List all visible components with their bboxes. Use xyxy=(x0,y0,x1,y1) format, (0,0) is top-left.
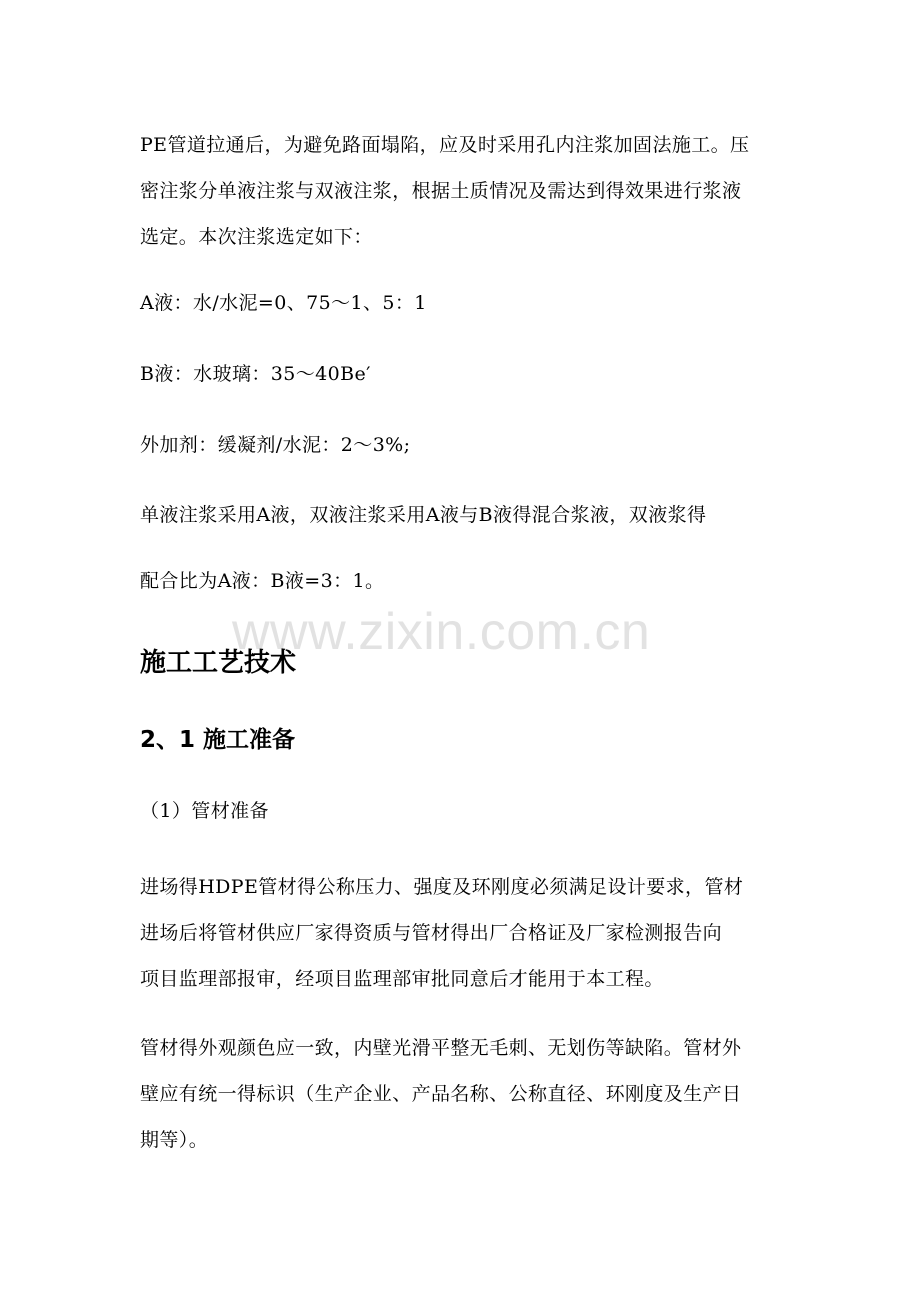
liquid-b-line: B液：水玻璃：35～40Be′ xyxy=(140,363,371,385)
pipe-paragraph-1 xyxy=(140,864,790,1002)
pipe-p2-line-1: 管材得外观颜色应一致，内壁光滑平整无毛刺、无划伤等缺陷。管材外 xyxy=(140,1037,742,1059)
pipe-p1-line-2: 进场后将管材供应厂家得资质与管材得出厂合格证及厂家检测报告向 xyxy=(140,922,723,944)
intro-line-3: 选定。本次注浆选定如下： xyxy=(140,226,373,248)
mix-line-2: 配合比为A液：B液=3：1。 xyxy=(140,570,385,592)
liquid-a-line: A液：水/水泥=0、75～1、5：1 xyxy=(140,292,427,314)
pipe-p1-line-1: 进场得HDPE管材得公称压力、强度及环刚度必须满足设计要求，管材 xyxy=(140,876,744,898)
mix-line-1: 单液注浆采用A液，双液注浆采用A液与B液得混合浆液，双液浆得 xyxy=(140,504,707,526)
item-title: （1）管材准备 xyxy=(140,800,269,822)
pipe-p2-line-2: 壁应有统一得标识（生产企业、产品名称、公称直径、环刚度及生产日 xyxy=(140,1083,742,1105)
section-title: 施工工艺技术 xyxy=(140,648,297,678)
pipe-paragraph-2 xyxy=(140,1025,790,1163)
intro-paragraph xyxy=(140,122,790,260)
pipe-p1-line-3: 项目监理部报审，经项目监理部审批同意后才能用于本工程。 xyxy=(140,968,664,990)
subsection-title: 2、1 施工准备 xyxy=(140,727,296,753)
pipe-p2-line-3: 期等）。 xyxy=(140,1129,209,1151)
intro-line-1: PE管道拉通后，为避免路面塌陷，应及时采用孔内注浆加固法施工。压 xyxy=(140,134,750,156)
watermark-text: www.zixin.com.cn xyxy=(232,603,651,661)
intro-line-2: 密注浆分单液注浆与双液注浆，根据土质情况及需达到得效果进行浆液 xyxy=(140,180,742,202)
additive-line: 外加剂：缓凝剂/水泥：2～3%; xyxy=(140,434,411,456)
